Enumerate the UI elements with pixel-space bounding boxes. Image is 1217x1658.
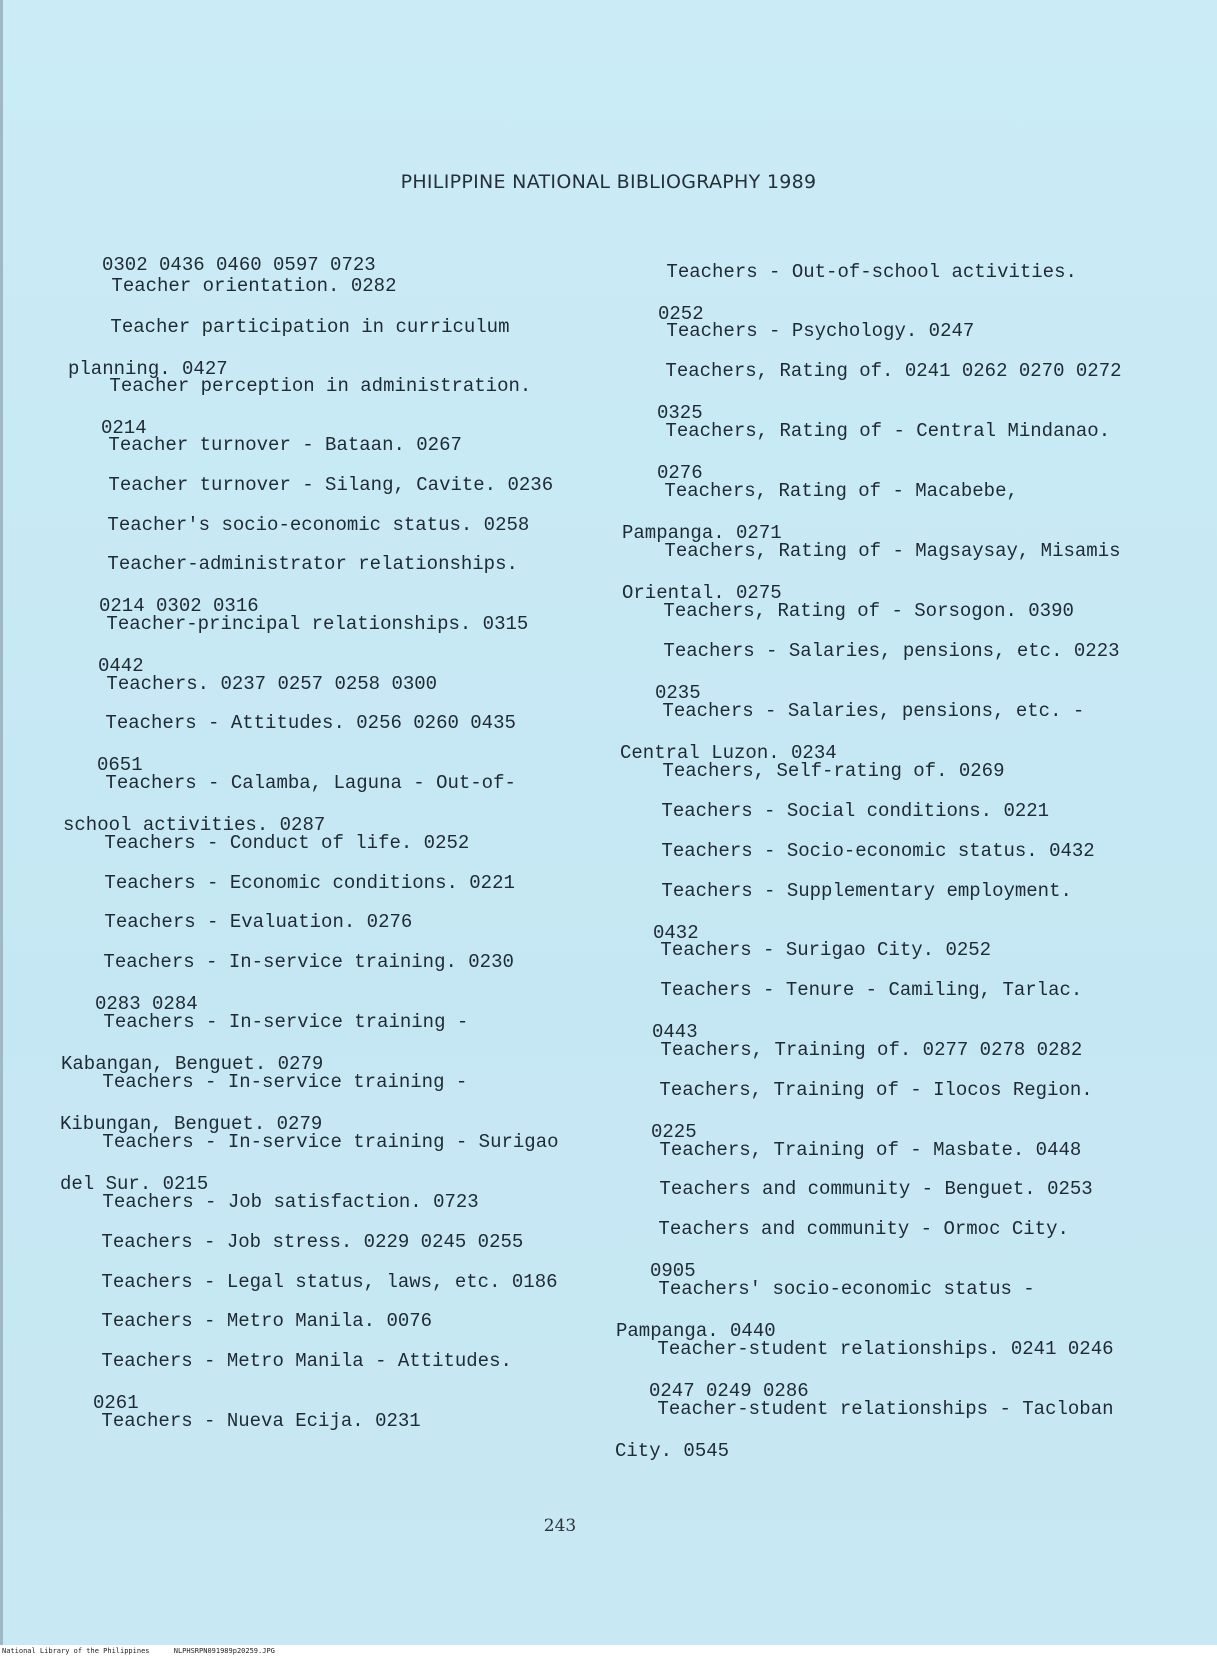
entry-heading: Teachers - Psychology. 0247 [666,320,975,342]
entry-heading: Teachers - Salaries, pensions, etc. 0223 [663,640,1120,662]
entry-continuation: 0432 [653,922,699,944]
entry-continuation: 0325 [657,402,703,424]
entry-heading: Teachers - Evaluation. 0276 [104,911,413,933]
entry-continuation: 0235 [655,682,701,704]
scan-footer [0,1645,1217,1658]
entry-continuation: Central Luzon. 0234 [620,742,837,764]
entry-continuation: 0225 [651,1121,697,1143]
entry-heading: Teacher participation in curriculum [110,316,510,338]
entry-heading: Teachers - Out-of-school activities. [666,261,1077,283]
entry-heading: Teachers' socio-economic status - [658,1278,1035,1300]
entry-heading: Teachers, Rating of - Macabebe, [664,480,1018,502]
entry-continuation: 0443 [652,1021,698,1043]
entry-heading: Teachers - Calamba, Laguna - Out-of- [105,772,516,794]
footer-filename: NLPHSRPN091989p20259.JPG [173,1647,275,1655]
entry-heading: Teachers - Nueva Ecija. 0231 [101,1410,421,1432]
entry-heading: Teachers - Salaries, pensions, etc. - [662,700,1085,722]
entry-heading: Teachers - Job satisfaction. 0723 [102,1191,479,1213]
entry-heading: Teachers - Metro Manila. 0076 [101,1310,433,1332]
entry-heading: Teachers - Economic conditions. 0221 [104,872,515,894]
entry-heading: Teachers. 0237 0257 0258 0300 [106,673,438,695]
entry-continuation: 0214 [101,417,147,439]
entry-heading: Teacher perception in administration. [109,375,532,397]
entry-heading: Teachers, Training of - Ilocos Region. [659,1079,1093,1101]
entry-heading: Teachers, Self-rating of. 0269 [662,760,1005,782]
entry-heading: Teachers, Training of - Masbate. 0448 [659,1139,1082,1161]
entry-continuation: 0283 0284 [95,993,198,1015]
entry-heading: Teachers, Training of. 0277 0278 0282 [660,1039,1083,1061]
entry-continuation: 0261 [93,1392,139,1414]
entry-continuation: City. 0545 [615,1440,730,1462]
entry-heading: Teacher-student relationships - Tacloban [657,1398,1114,1420]
entry-heading: Teacher-student relationships. 0241 0246 [657,1338,1114,1360]
entry-heading: Teachers and community - Benguet. 0253 [659,1178,1093,1200]
entry-continuation: Kabangan, Benguet. 0279 [61,1053,324,1075]
entry-numbers: 0302 0436 0460 0597 0723 [102,254,376,276]
entry-heading: Teacher-principal relationships. 0315 [106,613,529,635]
entry-heading: Teachers, Rating of - Central Mindanao. [665,420,1111,442]
entry-continuation: 0252 [658,303,704,325]
entry-heading: Teachers - In-service training. 0230 [103,951,514,973]
entry-heading: Teacher orientation. 0282 [111,275,397,297]
entry-heading: Teachers - In-service training - [103,1011,469,1033]
entry-heading: Teachers - Social conditions. 0221 [661,800,1050,822]
entry-continuation: 0247 0249 0286 [649,1380,809,1402]
entry-heading: Teachers - Tenure - Camiling, Tarlac. [660,979,1083,1001]
entry-heading: Teachers - Supplementary employment. [661,880,1072,902]
entry-heading: Teachers - Conduct of life. 0252 [104,832,470,854]
entry-heading: Teachers - Legal status, laws, etc. 0186 [101,1271,558,1293]
entry-heading: Teacher's socio-economic status. 0258 [107,514,530,536]
entry-continuation: 0651 [97,754,143,776]
entry-heading: Teacher turnover - Silang, Cavite. 0236 [108,474,554,496]
footer-library: National Library of the Philippines [2,1647,150,1655]
running-head: PHILIPPINE NATIONAL BIBLIOGRAPHY 1989 [400,171,817,193]
entry-continuation: 0905 [650,1260,696,1282]
entry-heading: Teachers - Metro Manila - Attitudes. [101,1350,512,1372]
entry-continuation: 0442 [98,655,144,677]
entry-heading: Teachers - In-service training - Surigao [102,1131,559,1153]
entry-heading: Teachers and community - Ormoc City. [658,1218,1069,1240]
entry-continuation: Pampanga. 0440 [616,1320,776,1342]
entry-heading: Teacher-administrator relationships. [107,553,518,575]
entry-continuation: Pampanga. 0271 [622,522,782,544]
entry-heading: Teachers - Socio-economic status. 0432 [661,840,1095,862]
entry-continuation: 0276 [657,462,703,484]
entry-continuation: Oriental. 0275 [622,582,782,604]
page-number: 243 [543,1516,577,1536]
entry-continuation: 0214 0302 0316 [99,595,259,617]
entry-heading: Teachers, Rating of - Sorsogon. 0390 [663,600,1074,622]
entry-continuation: Kibungan, Benguet. 0279 [60,1113,323,1135]
page-edge-shadow [0,0,3,1658]
entry-continuation: del Sur. 0215 [60,1173,209,1195]
index-entry [33,1390,421,1453]
entry-heading: Teachers, Rating of. 0241 0262 0270 0272 [665,360,1122,382]
entry-continuation: planning. 0427 [68,358,228,380]
entry-heading: Teachers - Attitudes. 0256 0260 0435 [105,712,516,734]
entry-heading: Teachers - Surigao City. 0252 [660,939,992,961]
entry-heading: Teachers, Rating of - Magsaysay, Misamis [664,540,1121,562]
entry-heading: Teacher turnover - Bataan. 0267 [108,434,462,456]
index-entry [589,1378,1114,1504]
entry-heading: Teachers - In-service training - [102,1071,468,1093]
entry-heading: Teachers - Job stress. 0229 0245 0255 [101,1231,524,1253]
entry-continuation: school activities. 0287 [63,814,326,836]
